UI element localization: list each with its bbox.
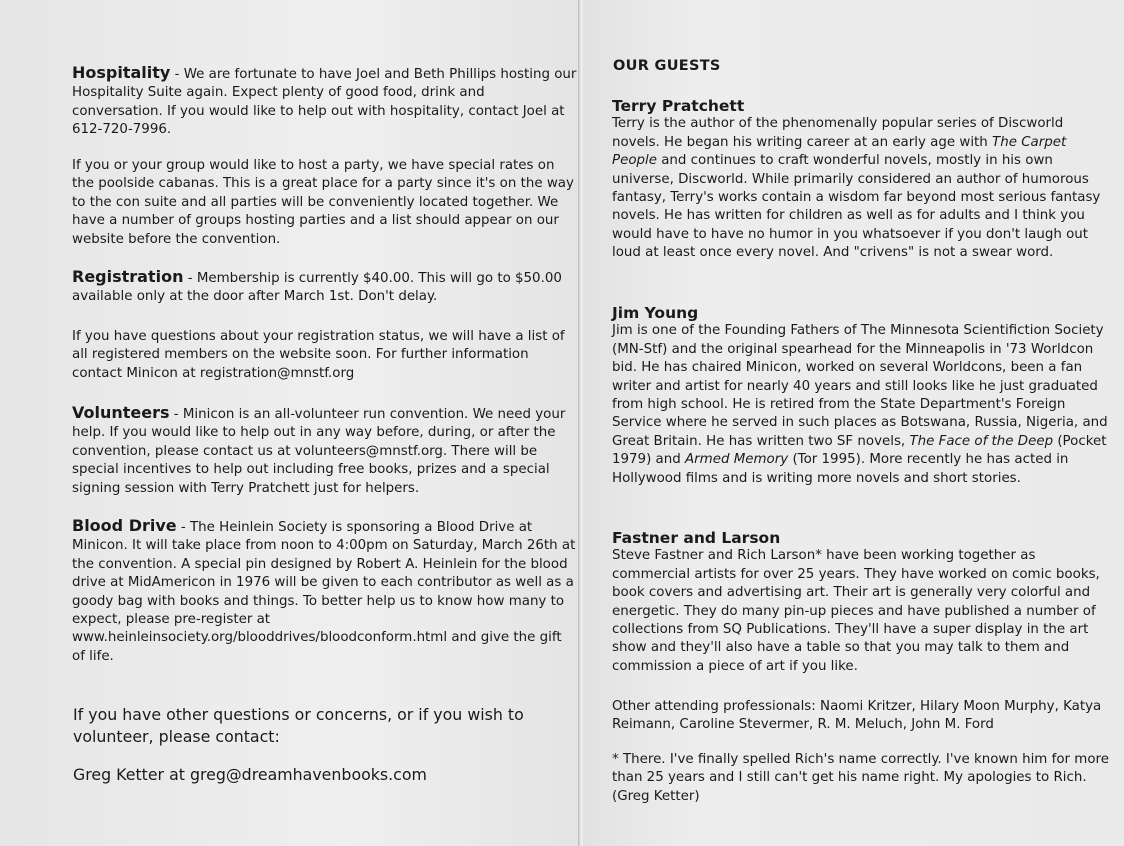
- contact-line: Greg Ketter at greg@dreamhavenbooks.com: [73, 765, 427, 784]
- blood-drive-section: [72, 517, 577, 666]
- registration-followup: [72, 328, 577, 383]
- young-book-title-1: The Face of the Deep: [909, 433, 1054, 449]
- registration-followup-text: If you have questions about your registration status, we will have a list of all registered members on the website soon. For further information contact Minicon at registration@mnstf.org: [72, 329, 565, 381]
- footnote-text: * There. I've finally spelled Rich's name correctly. I've known him for more than 25 years and I still can't get his name right. My apologies to Rich. (Greg Ketter): [612, 752, 1109, 804]
- guest-name-pratchett: Terry Pratchett: [612, 97, 745, 115]
- hospitality-section: [72, 64, 577, 140]
- blood-drive-body: - The Heinlein Society is sponsoring a Blood Drive at Minicon. It will take place from noon to 4:00pm on Saturday, March 26th at the convention. A special pin designed by Robert A. Heinlein for the blood drive at MidAmericon in 1976 will be given to each contributor as well as a goody bag with books and things. To better help us to know how many to expect, please pre-register at www.heinleinsociety.org/blooddrives/bloodconform.html and give the gift of life.: [72, 520, 576, 664]
- party-body: If you or your group would like to host a party, we have special rates on the poolside cabanas. This is a great place for a party since it's on the way to the con suite and all parties will be conveniently located together. We have a number of groups hosting parties and a list should appear on our website before the convention.: [72, 158, 574, 247]
- closing-contact: [73, 704, 573, 786]
- pratchett-bio-2: and continues to craft wonderful novels, mostly in his own universe, Discworld. While primarily considered an author of humorous fantasy, Terry's works contain a wisdom far beyond most serious fantasy novels. He has written for children as well as for adults and I think you would have to have no humor in you whatsoever if you don't laugh out loud at least once every novel. And "crivens" is not a swear word.: [612, 153, 1101, 261]
- pratchett-bio-1: Terry is the author of the phenomenally popular series of Discworld novels. He began his writing career at an early age with: [612, 116, 1064, 150]
- other-professionals-text: Other attending professionals: Naomi Kritzer, Hilary Moon Murphy, Katya Reimann, Caroline Stevermer, R. M. Meluch, John M. Ford: [612, 699, 1102, 733]
- closing-line: If you have other questions or concerns, or if you wish to volunteer, please contact:: [73, 705, 524, 746]
- blood-drive-heading: Blood Drive: [72, 516, 177, 535]
- guest-fastner-larson: [612, 529, 1112, 676]
- registration-heading: Registration: [72, 267, 184, 286]
- other-professionals: [612, 698, 1112, 735]
- volunteers-body: - Minicon is an all-volunteer run convention. We need your help. If you would like to help out in any way before, during, or after the convention, please contact us at volunteers@mnstf.org. There will be special incentives to help out including free books, prizes and a special signing session with Terry Pratchett just for helpers.: [72, 407, 566, 496]
- registration-section: [72, 268, 577, 307]
- hospitality-body: - We are fortunate to have Joel and Beth Phillips hosting our Hospitality Suite again. Expect plenty of good food, drink and conversation. If you would like to help out with hospitality, contact Joel at 612-720-7996.: [72, 67, 577, 138]
- young-bio-3: (Tor 1995). More recently he has acted in Hollywood films and is writing more novels and short stories.: [612, 452, 1069, 486]
- guest-name-fastner: Fastner and Larson: [612, 529, 781, 547]
- our-guests-title: OUR GUESTS: [613, 58, 721, 74]
- fastner-bio: Steve Fastner and Rich Larson* have been working together as commercial artists for over 25 years. They have worked on comic books, book covers and advertising art. Their art is generally very colorful and energetic. They do many pin-up pieces and have published a number of collections from SQ Publications. They'll have a super display in the art show and they'll also have a table so that you may talk to them and commission a piece of art if you like.: [612, 548, 1100, 674]
- footnote: [612, 751, 1112, 806]
- guest-pratchett: [612, 97, 1112, 263]
- young-bio-2: (Pocket 1979) and: [612, 433, 1107, 468]
- guest-young: [612, 304, 1112, 488]
- volunteers-heading: Volunteers: [72, 403, 170, 422]
- pratchett-book-title: The Carpet People: [612, 134, 1067, 169]
- young-bio-1: Jim is one of the Founding Fathers of The Minnesota Scientifiction Society (MN-Stf) and the original spearhead for the Minneapolis in '73 Worldcon bid. He has chaired Minicon, worked on several Worldcons, been a fan writer and artist for nearly 40 years and still looks like he just graduated from high school. He is retired from the State Department's Foreign Service where he served in such places as Botswana, Russia, Nigeria, and Great Britain. He has written two SF novels,: [612, 323, 1108, 449]
- hospitality-heading: Hospitality: [72, 63, 171, 82]
- guest-name-young: Jim Young: [612, 304, 699, 322]
- volunteers-section: [72, 404, 577, 498]
- registration-body: - Membership is currently $40.00. This will go to $50.00 available only at the door after March 1st. Don't delay.: [72, 271, 562, 305]
- young-book-title-2: Armed Memory: [685, 452, 789, 468]
- party-section: [72, 157, 577, 249]
